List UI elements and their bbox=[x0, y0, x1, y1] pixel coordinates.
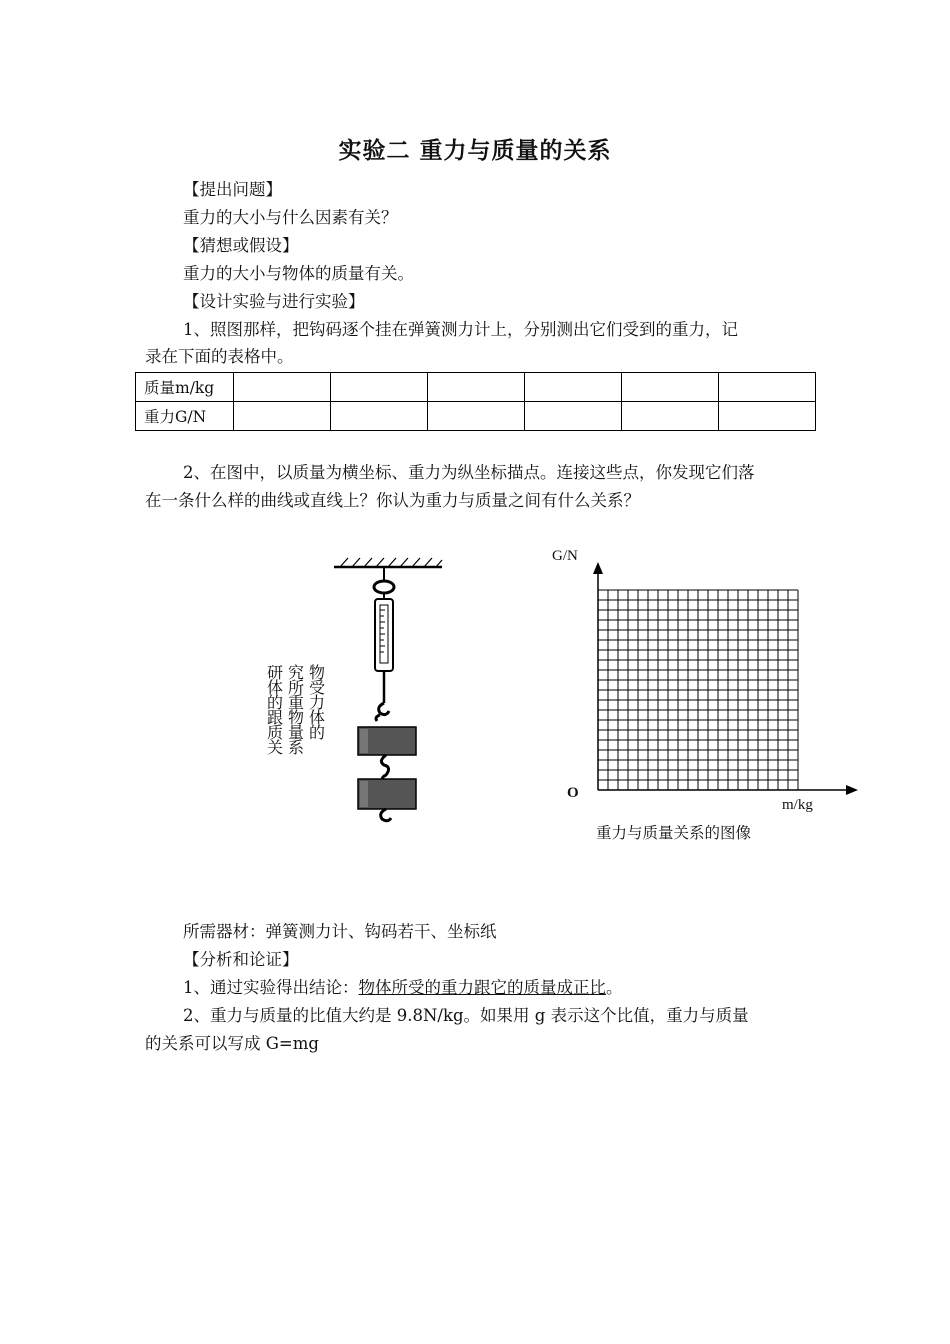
table-row-weight bbox=[136, 402, 816, 431]
data-table bbox=[135, 372, 816, 431]
conclusion-line bbox=[183, 978, 623, 998]
table-cell bbox=[234, 373, 331, 402]
side-char: 体 bbox=[267, 678, 283, 697]
y-axis-label: G/N bbox=[552, 548, 578, 564]
side-char: 研 bbox=[267, 663, 283, 682]
side-char: 力 bbox=[309, 693, 325, 712]
x-axis-label: m/kg bbox=[782, 797, 813, 813]
question-text: 重力的大小与什么因素有关？ bbox=[183, 208, 398, 227]
analysis-heading: 【分析和论证】 bbox=[183, 950, 299, 969]
step2-line1: 2、在图中，以质量为横坐标、重力为纵坐标描点。连接这些点，你发现它们落 bbox=[183, 463, 755, 482]
side-char: 量 bbox=[288, 723, 304, 742]
table-cell bbox=[331, 402, 428, 431]
table-cell bbox=[622, 402, 719, 431]
page-title: 实验二 重力与质量的关系 bbox=[338, 137, 612, 164]
side-char: 究 bbox=[288, 663, 304, 682]
step2-line2: 在一条什么样的曲线或直线上？你认为重力与质量之间有什么关系？ bbox=[145, 491, 640, 510]
origin-label: O bbox=[567, 785, 579, 801]
table-row-label: 重力G/N bbox=[136, 402, 234, 431]
side-char: 的 bbox=[309, 723, 325, 742]
side-char: 的 bbox=[267, 693, 283, 712]
conclusion-text: 物体所受的重力跟它的质量成正比 bbox=[358, 978, 606, 997]
spring-scale-illustration bbox=[320, 555, 450, 830]
hypothesis-text: 重力的大小与物体的质量有关。 bbox=[183, 264, 414, 283]
table-cell bbox=[719, 373, 816, 402]
step1-line1: 1、照图那样，把钩码逐个挂在弹簧测力计上，分别测出它们受到的重力，记 bbox=[183, 320, 738, 339]
design-heading: 【设计实验与进行实验】 bbox=[183, 292, 365, 311]
hypothesis-heading: 【猜想或假设】 bbox=[183, 236, 299, 255]
side-char: 物 bbox=[288, 708, 304, 727]
side-char: 受 bbox=[309, 678, 325, 697]
table-cell bbox=[525, 402, 622, 431]
side-char: 跟 bbox=[267, 708, 283, 727]
table-row-mass bbox=[136, 373, 816, 402]
materials-text: 所需器材：弹簧测力计、钩码若干、坐标纸 bbox=[183, 922, 497, 941]
ratio-line1: 2、重力与质量的比值大约是 9.8N/kg。如果用 g 表示这个比值，重力与质量 bbox=[183, 1006, 749, 1025]
table-cell bbox=[428, 402, 525, 431]
table-cell bbox=[234, 402, 331, 431]
figure-caption: 重力与质量关系的图像 bbox=[596, 825, 752, 842]
table-cell bbox=[331, 373, 428, 402]
step1-line2: 录在下面的表格中。 bbox=[145, 347, 294, 366]
side-char: 体 bbox=[309, 708, 325, 727]
conclusion-prefix: 1、通过实验得出结论： bbox=[183, 978, 359, 997]
side-char: 所 bbox=[288, 678, 304, 697]
table-row-label: 质量m/kg bbox=[136, 373, 234, 402]
side-char: 重 bbox=[288, 693, 304, 712]
side-text-col3 bbox=[309, 665, 329, 740]
side-char: 关 bbox=[267, 738, 283, 757]
coordinate-grid bbox=[580, 560, 865, 800]
side-text-col2 bbox=[288, 665, 308, 755]
side-char: 系 bbox=[288, 738, 304, 757]
side-char: 质 bbox=[267, 723, 283, 742]
side-char: 物 bbox=[309, 663, 325, 682]
question-heading: 【提出问题】 bbox=[183, 180, 282, 199]
side-text-col1 bbox=[267, 665, 287, 755]
table-cell bbox=[719, 402, 816, 431]
table-cell bbox=[428, 373, 525, 402]
table-cell bbox=[622, 373, 719, 402]
table-cell bbox=[525, 373, 622, 402]
conclusion-end: 。 bbox=[606, 978, 623, 997]
ratio-line2: 的关系可以写成 G=mg bbox=[145, 1034, 319, 1053]
